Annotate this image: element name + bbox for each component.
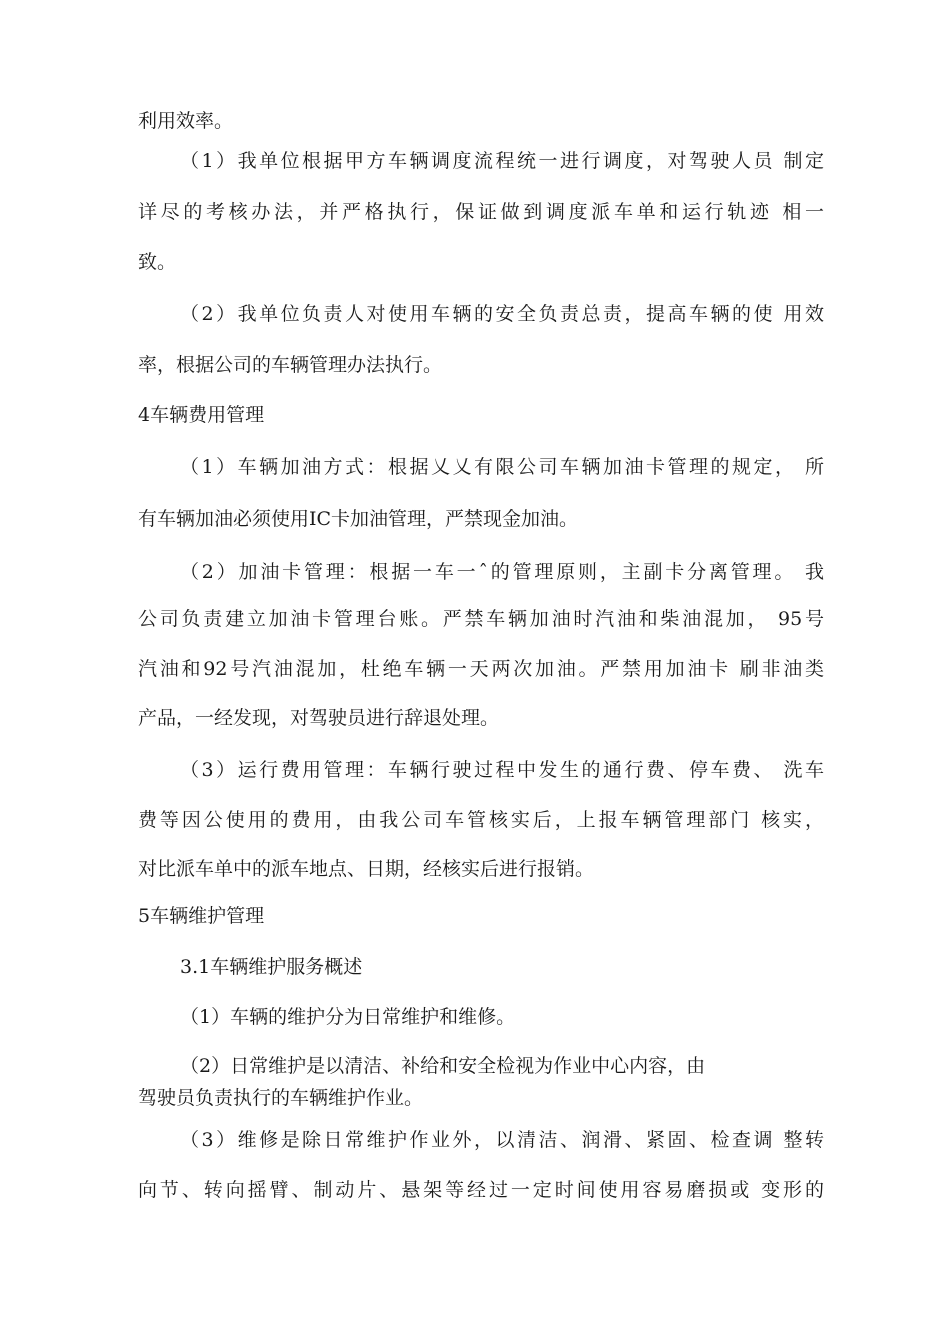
text-line: 产品，一经发现，对驾驶员进行辞退处理。	[138, 707, 500, 729]
text-line: 率，根据公司的车辆管理办法执行。	[138, 354, 443, 376]
text-line: 利用效率。	[138, 110, 234, 132]
section-heading: 5车辆维护管理	[138, 905, 265, 927]
text-line: 向节、转向摇臂、制动片、悬架等经过一定时间使用容易磨损或 变形的	[138, 1179, 824, 1201]
text-line: 详尽的考核办法，并严格执行，保证做到调度派车单和运行轨迹 相一	[138, 201, 824, 223]
text-line: 对比派车单中的派车地点、日期，经核实后进行报销。	[138, 858, 595, 880]
text-line: （2）加油卡管理：根据一车一ˆ的管理原则，主副卡分离管理。 我	[180, 561, 824, 583]
subsection-heading: 3.1车辆维护服务概述	[180, 956, 363, 978]
text-line: 费等因公使用的费用，由我公司车管核实后，上报车辆管理部门 核实，	[138, 809, 824, 831]
text-line: 公司负责建立加油卡管理台账。严禁车辆加油时汽油和柴油混加， 95号	[138, 608, 824, 630]
text-line: 致。	[138, 251, 177, 273]
text-line: （1）我单位根据甲方车辆调度流程统一进行调度，对驾驶人员 制定	[180, 150, 824, 172]
text-line: （3）运行费用管理：车辆行驶过程中发生的通行费、停车费、 洗车	[180, 759, 824, 781]
text-line: （2）我单位负责人对使用车辆的安全负责总责，提高车辆的使 用效	[180, 303, 824, 325]
section-heading: 4车辆费用管理	[138, 404, 265, 426]
text-line: （1）车辆的维护分为日常维护和维修。	[180, 1006, 516, 1028]
text-line: 汽油和92号汽油混加，杜绝车辆一天两次加油。严禁用加油卡 刷非油类	[138, 658, 824, 680]
text-line: （2）日常维护是以清洁、补给和安全检视为作业中心内容，由	[180, 1055, 706, 1077]
text-line: 驾驶员负责执行的车辆维护作业。	[138, 1087, 424, 1109]
text-line: （3）维修是除日常维护作业外，以清洁、润滑、紧固、检查调 整转	[180, 1129, 824, 1151]
text-line: 有车辆加油必须使用IC卡加油管理，严禁现金加油。	[138, 508, 579, 530]
text-line: （1）车辆加油方式：根据乂乂有限公司车辆加油卡管理的规定， 所	[180, 456, 824, 478]
